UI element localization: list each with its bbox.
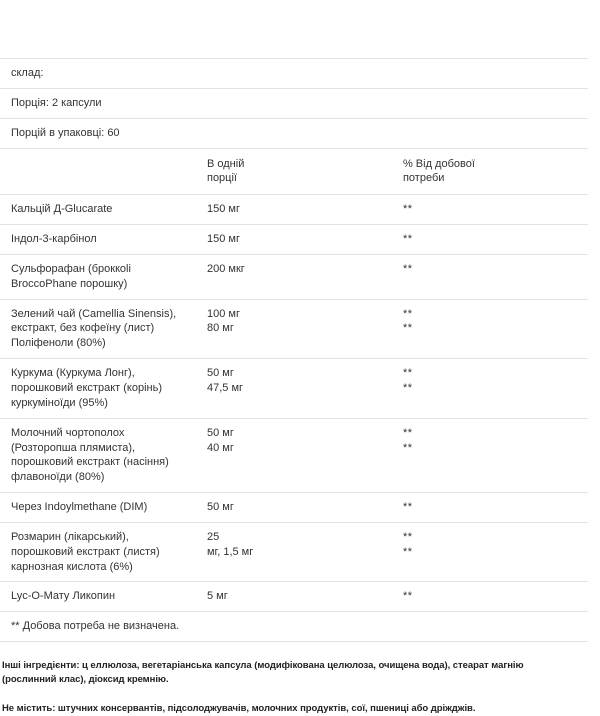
header-daily-value-column (392, 148, 588, 195)
ingredient-dv-line1: ** (402, 530, 413, 543)
ingredient-daily-value (392, 359, 588, 419)
ingredient-amount (196, 418, 392, 492)
ingredient-daily-value (392, 522, 588, 582)
header-amount-line2: порції (206, 172, 237, 185)
ingredient-name (0, 582, 196, 612)
ingredient-daily-value (392, 195, 588, 225)
table-row (0, 254, 588, 299)
ingredient-amount-line2: 47,5 мг (206, 381, 244, 394)
table-row (0, 493, 588, 523)
ingredient-dv-line2: ** (402, 441, 413, 454)
header-name-column (0, 148, 196, 195)
table-row (0, 582, 588, 612)
ingredient-dv-line1: ** (402, 307, 413, 320)
ingredient-name-line1: Через Indoylmethane (DIM) (11, 501, 148, 514)
table-row (0, 522, 588, 582)
ingredient-name (0, 254, 196, 299)
ingredient-amount-line2: мг, 1,5 мг (206, 545, 254, 558)
table-header-row (0, 148, 588, 195)
table-row (0, 418, 588, 492)
ingredient-amount (196, 493, 392, 523)
table-row-intro-servings-per-container (0, 118, 588, 148)
ingredient-name-line2: карнозная кислота (6%) (11, 560, 133, 573)
ingredient-dv-line1: ** (402, 367, 413, 380)
table-footnote-row (0, 612, 588, 642)
ingredient-amount (196, 359, 392, 419)
ingredient-dv-line1: ** (402, 501, 413, 514)
intro-label-sklad: склад: (0, 59, 588, 89)
ingredient-daily-value (392, 582, 588, 612)
ingredient-name-line2: куркуміноїди (95%) (11, 396, 108, 409)
top-spacer (0, 0, 600, 58)
ingredient-amount (196, 582, 392, 612)
table-row-intro-serving (0, 88, 588, 118)
ingredient-amount (196, 522, 392, 582)
ingredient-name-line2: флавоноїди (80%) (11, 471, 105, 484)
ingredient-name (0, 359, 196, 419)
ingredient-amount-line1: 150 мг (206, 233, 240, 246)
ingredient-name (0, 195, 196, 225)
ingredient-dv-line1: ** (402, 590, 413, 603)
ingredient-name (0, 418, 196, 492)
ingredient-daily-value (392, 225, 588, 255)
ingredient-amount (196, 225, 392, 255)
table-row-intro-sklad (0, 59, 588, 89)
ingredient-amount-line1: 200 мкг (206, 262, 245, 275)
header-dv-line1: % Від добової (402, 157, 475, 170)
ingredient-amount-line1: 25 (206, 530, 220, 543)
daily-value-footnote: ** Добова потреба не визначена. (0, 612, 588, 642)
ingredient-name-line1: Зелений чай (Camellia Sinensis), екстракт, без кофеїну (лист) (11, 307, 177, 335)
ingredient-daily-value (392, 418, 588, 492)
table-row (0, 225, 588, 255)
free-of-text: Не містить: штучних консервантів, підсолоджувачів, молочних продуктів, сої, пшениці або дріжджів. (2, 702, 476, 714)
ingredient-amount-line1: 50 мг (206, 367, 234, 380)
ingredient-name-line1: Розмарин (лікарський), порошковий екстракт (листя) (11, 530, 160, 558)
ingredient-name-line1: Індол-3-карбінол (11, 233, 97, 246)
ingredient-name (0, 299, 196, 359)
table-row (0, 195, 588, 225)
notes-section (0, 659, 588, 716)
ingredient-name (0, 522, 196, 582)
intro-label-serving-size: Порція: 2 капсули (0, 88, 588, 118)
table-body (0, 59, 588, 642)
ingredient-dv-line2: ** (402, 322, 413, 335)
other-ingredients-text: Інші інгредієнти: ц еллюлоза, вегетаріанська капсула (модифікована целюлоза, очищена вода), стеарат магнію (рослинний клас), діоксид кремнію. (2, 660, 524, 686)
ingredient-amount-line1: 5 мг (206, 590, 228, 603)
ingredient-amount-line1: 100 мг (206, 307, 240, 320)
ingredient-amount-line1: 150 мг (206, 203, 240, 216)
ingredient-name (0, 493, 196, 523)
supplement-facts-table (0, 58, 588, 642)
ingredient-dv-line1: ** (402, 233, 413, 246)
ingredient-amount-line1: 50 мг (206, 501, 234, 514)
ingredient-name-line1: Lyc-O-Мату Ликопин (11, 590, 116, 603)
ingredient-daily-value (392, 299, 588, 359)
header-amount-line1: В одній (206, 157, 245, 170)
table-row (0, 359, 588, 419)
ingredient-name-line2: Поліфеноли (80%) (11, 337, 106, 350)
table-row (0, 299, 588, 359)
ingredient-amount-line2: 80 мг (206, 322, 234, 335)
ingredient-name-line1: Кальцій Д-Glucarate (11, 203, 113, 216)
ingredient-amount-line2: 40 мг (206, 441, 234, 454)
ingredient-amount (196, 195, 392, 225)
ingredient-name-line1: Сульфорафан (броккolі BroccoPhane порошку) (11, 262, 131, 290)
ingredient-amount-line1: 50 мг (206, 426, 234, 439)
ingredient-name-line1: Молочний чортополох (Розторопша плямиста), порошковий екстракт (насіння) (11, 426, 169, 469)
intro-label-servings-per-container: Порцій в упаковці: 60 (0, 118, 588, 148)
ingredient-dv-line1: ** (402, 262, 413, 275)
header-dv-line2: потреби (402, 172, 445, 185)
ingredient-dv-line2: ** (402, 381, 413, 394)
header-amount-column (196, 148, 392, 195)
ingredient-daily-value (392, 254, 588, 299)
ingredient-name (0, 225, 196, 255)
ingredient-dv-line2: ** (402, 545, 413, 558)
ingredient-amount (196, 299, 392, 359)
ingredient-dv-line1: ** (402, 426, 413, 439)
ingredient-name-line1: Куркума (Куркума Лонг), порошковий екстракт (корінь) (11, 367, 162, 394)
ingredient-dv-line1: ** (402, 203, 413, 216)
ingredient-amount (196, 254, 392, 299)
ingredient-daily-value (392, 493, 588, 523)
